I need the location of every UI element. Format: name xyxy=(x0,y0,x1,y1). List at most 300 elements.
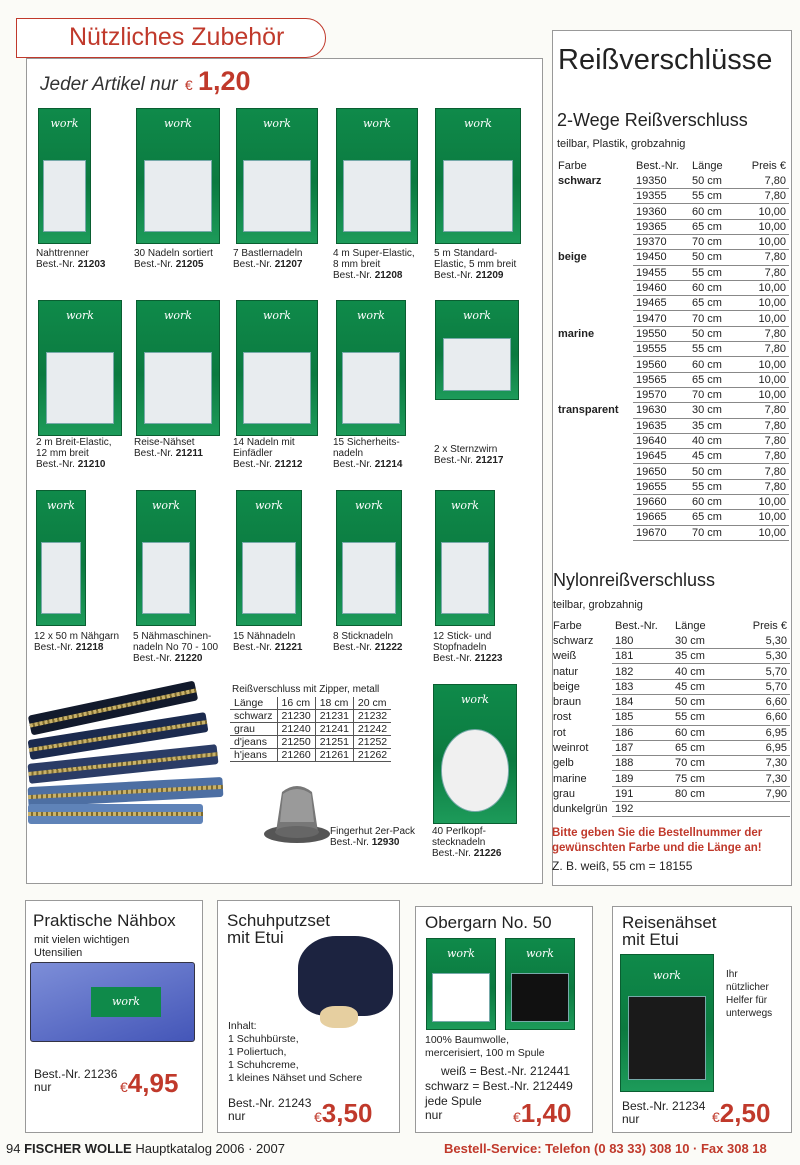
table-cell: 80 cm xyxy=(672,786,742,801)
product-name: 2 m Breit-Elastic, xyxy=(36,437,112,448)
table-cell: 65 cm xyxy=(689,372,745,387)
zipper-header-cell: Länge xyxy=(230,697,277,710)
product-name: 12 mm breit xyxy=(36,448,89,459)
table-row xyxy=(550,802,790,817)
obergarn-desc xyxy=(425,1034,545,1060)
table-row xyxy=(550,679,790,694)
table-cell xyxy=(672,802,742,817)
table-cell: marine xyxy=(553,772,587,785)
table-header-cell: Länge xyxy=(675,619,706,632)
table-cell: 186 xyxy=(612,725,672,740)
fingerhut-nr: 12930 xyxy=(371,837,400,848)
product-nr: 21217 xyxy=(475,455,504,466)
table-row xyxy=(555,265,789,280)
fingerhut-nr-label: Best.-Nr. xyxy=(330,837,369,848)
table-row xyxy=(550,740,790,755)
product-window xyxy=(443,160,514,232)
brand-logo: work xyxy=(363,117,391,130)
product-pack-21226 xyxy=(433,684,517,824)
table-row xyxy=(555,449,789,464)
product-nr-label: Best.-Nr. xyxy=(36,459,75,470)
product-window xyxy=(43,160,86,232)
perlkopf-nr-label: Best.-Nr. xyxy=(432,848,471,859)
table-cell: 19665 xyxy=(633,510,689,525)
table-cell: 70 cm xyxy=(689,311,745,326)
product-pack-21220 xyxy=(136,490,196,626)
product-nr-label: Best.-Nr. xyxy=(134,448,173,459)
product-name: 14 Nadeln mit xyxy=(233,437,295,448)
reise-price-value: 2,50 xyxy=(719,1098,771,1128)
brand-logo: work xyxy=(255,499,283,512)
table-cell: 187 xyxy=(612,740,672,755)
nylon-title: Nylonreißverschluss xyxy=(553,570,716,590)
table-cell: 19550 xyxy=(633,326,689,341)
nylon-subtitle: teilbar, grobzahnig xyxy=(553,599,643,611)
table-cell: 7,80 xyxy=(745,433,789,448)
table-cell: 184 xyxy=(612,694,672,709)
table-cell: 55 cm xyxy=(672,710,742,725)
brand-logo: work xyxy=(164,309,192,322)
table-cell: 65 cm xyxy=(689,510,745,525)
schuhputz-image xyxy=(298,936,393,1016)
footer-catalog xyxy=(6,1141,285,1156)
product-pack-21218 xyxy=(36,490,86,626)
footer-catalog-name: Hauptkatalog 2006 · 2007 xyxy=(135,1141,285,1156)
table-cell: natur xyxy=(553,665,579,678)
table-row xyxy=(555,311,789,326)
fingerhut-caption xyxy=(330,826,415,848)
obergarn-weiss: weiß = Best.-Nr. 212441 xyxy=(441,1064,571,1078)
table-cell: 19460 xyxy=(633,280,689,295)
perlkopf-line2: stecknadeln xyxy=(432,837,486,848)
table-cell xyxy=(555,495,633,510)
table-cell xyxy=(555,189,633,204)
table-cell: 181 xyxy=(612,649,672,664)
table-cell: 30 cm xyxy=(689,403,745,418)
product-name: 7 Bastlernadeln xyxy=(233,248,303,259)
table-cell xyxy=(555,449,633,464)
brand-logo: work xyxy=(152,499,180,512)
table-cell: braun xyxy=(553,696,582,709)
schuhputz-item: 1 Poliertuch, xyxy=(228,1046,287,1058)
table-cell: 55 cm xyxy=(689,479,745,494)
zipper-table-title: Reißverschluss mit Zipper, metall xyxy=(232,684,380,695)
zipper-cell: h'jeans xyxy=(230,749,277,762)
table-cell: 19660 xyxy=(633,495,689,510)
product-caption xyxy=(333,437,403,470)
product-caption xyxy=(134,437,203,459)
table-row xyxy=(555,464,789,479)
product-window xyxy=(144,352,213,424)
table-cell: 19360 xyxy=(633,204,689,219)
naehbox-sub1: mit vielen wichtigen xyxy=(34,934,130,946)
reise-nr: Best.-Nr. 21234 xyxy=(622,1099,706,1113)
footer-service: Bestell-Service: Telefon (0 83 33) 308 10 · Fax 308 18 xyxy=(444,1141,767,1156)
table-cell: weiß xyxy=(553,650,577,663)
table-cell: 6,95 xyxy=(742,725,790,740)
product-pack-21208 xyxy=(336,108,418,244)
product-nr-label: Best.-Nr. xyxy=(233,459,272,470)
product-nr: 21218 xyxy=(75,642,104,653)
brand-logo: work xyxy=(263,117,291,130)
table-cell: 65 cm xyxy=(689,296,745,311)
product-pack-21209 xyxy=(435,108,521,244)
perlkopf-line1: 40 Perlkopf- xyxy=(432,826,486,837)
table-cell: 70 cm xyxy=(689,234,745,249)
product-caption xyxy=(333,631,403,653)
table-cell: 45 cm xyxy=(689,449,745,464)
table-row xyxy=(555,280,789,295)
reise-side1: Ihr xyxy=(726,969,738,980)
twoway-title: 2-Wege Reißverschluss xyxy=(557,110,748,130)
product-nr-label: Best.-Nr. xyxy=(133,653,172,664)
table-cell: 19630 xyxy=(633,403,689,418)
schuhputz-nur: nur xyxy=(228,1109,246,1123)
table-cell: 40 cm xyxy=(672,664,742,679)
reise-nur: nur xyxy=(622,1112,640,1126)
nylon-table xyxy=(550,618,790,817)
product-nr-label: Best.-Nr. xyxy=(433,653,472,664)
zipper-cell: 21260 xyxy=(277,749,315,762)
table-cell xyxy=(555,296,633,311)
table-cell xyxy=(555,265,633,280)
product-caption xyxy=(134,248,213,270)
table-cell: 70 cm xyxy=(689,387,745,402)
table-cell: 19635 xyxy=(633,418,689,433)
table-cell: 7,30 xyxy=(742,756,790,771)
brand-logo: work xyxy=(463,309,491,322)
order-note xyxy=(552,826,762,856)
table-cell: 7,80 xyxy=(745,342,789,357)
table-cell xyxy=(555,280,633,295)
reise-sidenote xyxy=(726,968,772,1020)
schuhputz-item: 1 Schuhcreme, xyxy=(228,1059,299,1071)
product-pack-21210 xyxy=(38,300,122,436)
order-example: Z. B. weiß, 55 cm = 18155 xyxy=(552,859,693,873)
brand-logo: work xyxy=(461,693,489,706)
zipper-cell: 21240 xyxy=(277,723,315,736)
product-nr: 21210 xyxy=(77,459,106,470)
zipper-header-cell: 18 cm xyxy=(315,697,353,710)
product-name: 30 Nadeln sortiert xyxy=(134,248,213,259)
promo-currency: € xyxy=(184,77,193,93)
product-nr: 21211 xyxy=(175,448,203,459)
obergarn-price xyxy=(513,1098,571,1129)
schuhputz-title2: mit Etui xyxy=(227,928,284,947)
zipper-cell: grau xyxy=(230,723,277,736)
table-cell: 10,00 xyxy=(745,280,789,295)
order-note-line1: Bitte geben Sie die Bestellnummer der xyxy=(552,827,763,839)
brand-logo: work xyxy=(66,309,94,322)
table-cell xyxy=(555,525,633,540)
naehbox-currency: € xyxy=(120,1079,128,1095)
zipper-header-cell: 16 cm xyxy=(277,697,315,710)
pin-wheel xyxy=(441,729,510,812)
table-cell: 19645 xyxy=(633,449,689,464)
table-row xyxy=(555,204,789,219)
reise-currency: € xyxy=(712,1109,720,1125)
zipper-panel-title: Reißverschlüsse xyxy=(558,44,773,76)
product-nr: 21208 xyxy=(374,270,403,281)
product-caption xyxy=(233,437,303,470)
table-cell: 188 xyxy=(612,756,672,771)
product-caption xyxy=(36,248,106,270)
table-cell: 19570 xyxy=(633,387,689,402)
table-cell: 19370 xyxy=(633,234,689,249)
table-row xyxy=(555,326,789,341)
table-cell xyxy=(555,418,633,433)
table-cell: 19450 xyxy=(633,250,689,265)
schuhputz-item: 1 Schuhbürste, xyxy=(228,1033,299,1045)
product-caption xyxy=(36,437,112,470)
naehbox-title: Praktische Nähbox xyxy=(33,911,176,930)
naehbox-nur: nur xyxy=(34,1080,52,1094)
naehbox-price xyxy=(120,1068,178,1099)
product-nr-label: Best.-Nr. xyxy=(36,259,75,270)
table-cell: rost xyxy=(553,711,572,724)
product-name: Einfädler xyxy=(233,448,273,459)
table-cell: dunkelgrün xyxy=(553,803,608,816)
table-cell: 185 xyxy=(612,710,672,725)
brand-logo: work xyxy=(355,499,383,512)
product-name: Stopfnadeln xyxy=(433,642,487,653)
table-row xyxy=(555,234,789,249)
table-row xyxy=(555,403,789,418)
table-header-cell: Best.-Nr. xyxy=(615,619,658,632)
brand-logo: work xyxy=(263,309,291,322)
table-cell: 50 cm xyxy=(689,326,745,341)
white-spool xyxy=(432,973,489,1022)
product-caption xyxy=(233,631,303,653)
obergarn-desc1: 100% Baumwolle, xyxy=(425,1034,510,1046)
product-nr: 21207 xyxy=(274,259,303,270)
product-nr: 21212 xyxy=(274,459,303,470)
product-name: 2 x Sternzwirn xyxy=(434,444,498,455)
zipper-cell: 21250 xyxy=(277,736,315,749)
table-header-cell: Farbe xyxy=(553,619,582,632)
table-row xyxy=(550,771,790,786)
table-cell: 19565 xyxy=(633,372,689,387)
table-cell: 55 cm xyxy=(689,189,745,204)
reise-order xyxy=(622,1100,705,1126)
table-cell: schwarz xyxy=(558,174,602,187)
table-row xyxy=(555,479,789,494)
table-cell: 7,80 xyxy=(745,479,789,494)
brand-logo: work xyxy=(91,987,161,1017)
product-name: 8 Sticknadeln xyxy=(333,631,394,642)
table-cell: 6,60 xyxy=(742,694,790,709)
table-row xyxy=(555,418,789,433)
schuhputz-item: 1 kleines Nähset und Schere xyxy=(228,1072,363,1084)
product-window xyxy=(144,160,213,232)
table-cell: 5,70 xyxy=(742,664,790,679)
table-cell: 55 cm xyxy=(689,342,745,357)
table-cell: 19350 xyxy=(633,173,689,188)
schuhputz-price-value: 3,50 xyxy=(321,1098,373,1128)
table-cell: 19355 xyxy=(633,189,689,204)
schuhputz-inhalt: Inhalt: xyxy=(228,1020,257,1032)
obergarn-black-pack xyxy=(505,938,575,1030)
product-caption xyxy=(434,248,516,281)
obergarn-title: Obergarn No. 50 xyxy=(425,913,552,932)
product-nr: 21203 xyxy=(77,259,106,270)
product-name: 12 Stick- und xyxy=(433,631,492,642)
product-pack-21211 xyxy=(136,300,220,436)
brand-logo: work xyxy=(447,947,475,960)
table-row xyxy=(555,525,789,540)
table-cell: transparent xyxy=(558,404,619,417)
table-row xyxy=(550,786,790,801)
reise-price xyxy=(712,1098,770,1129)
table-cell: 7,80 xyxy=(745,464,789,479)
product-window xyxy=(242,542,296,614)
table-row xyxy=(555,219,789,234)
zipper-cell: 21251 xyxy=(315,736,353,749)
table-cell: 7,80 xyxy=(745,265,789,280)
schuhputz-price xyxy=(314,1098,372,1129)
table-cell: 60 cm xyxy=(689,357,745,372)
table-cell: 50 cm xyxy=(689,464,745,479)
table-cell: 19465 xyxy=(633,296,689,311)
promo-price: 1,20 xyxy=(198,66,251,96)
table-cell: 183 xyxy=(612,679,672,694)
table-cell: 180 xyxy=(612,633,672,648)
table-row xyxy=(555,510,789,525)
product-pack-21207 xyxy=(236,108,318,244)
table-row xyxy=(555,357,789,372)
table-cell xyxy=(555,464,633,479)
brand-logo: work xyxy=(653,969,681,982)
brand-logo: work xyxy=(47,499,75,512)
table-row xyxy=(555,189,789,204)
table-cell: 6,95 xyxy=(742,740,790,755)
product-nr: 21205 xyxy=(175,259,204,270)
naehbox-nr: Best.-Nr. 21236 xyxy=(34,1067,118,1081)
product-name: 5 Nähmaschinen- xyxy=(133,631,212,642)
product-window xyxy=(343,160,410,232)
reise-title2: mit Etui xyxy=(622,930,679,949)
product-caption xyxy=(333,248,415,281)
table-row xyxy=(550,694,790,709)
brand-logo: work xyxy=(164,117,192,130)
brand-logo: work xyxy=(526,947,554,960)
table-cell xyxy=(555,311,633,326)
brand-logo: work xyxy=(357,309,385,322)
table-cell: 7,80 xyxy=(745,326,789,341)
naehbox-subtitle xyxy=(34,934,129,960)
product-name: nadeln xyxy=(333,448,364,459)
product-window xyxy=(441,542,490,614)
table-cell: 60 cm xyxy=(689,495,745,510)
table-cell: 19560 xyxy=(633,357,689,372)
table-header-cell: Preis € xyxy=(751,159,786,172)
table-cell: 50 cm xyxy=(689,250,745,265)
table-cell: 7,80 xyxy=(745,250,789,265)
table-cell: 30 cm xyxy=(672,633,742,648)
table-row xyxy=(550,649,790,664)
table-row xyxy=(555,387,789,402)
table-cell: 19655 xyxy=(633,479,689,494)
section-title: Nützliches Zubehör xyxy=(16,18,326,58)
table-cell xyxy=(555,342,633,357)
table-cell: 50 cm xyxy=(672,694,742,709)
brand-logo: work xyxy=(464,117,492,130)
obergarn-currency: € xyxy=(513,1109,521,1125)
table-cell: 65 cm xyxy=(672,740,742,755)
table-header-cell: Preis € xyxy=(752,619,787,632)
naehbox-image xyxy=(30,962,195,1042)
product-caption xyxy=(233,248,303,270)
schuhputz-order xyxy=(228,1097,311,1123)
product-caption xyxy=(433,631,503,664)
reise-title1: Reisenähset xyxy=(622,913,717,932)
promo-line xyxy=(40,66,251,97)
product-name: 4 m Super-Elastic, xyxy=(333,248,415,259)
obergarn-nur: nur xyxy=(425,1108,443,1122)
product-window xyxy=(41,542,81,614)
table-cell: gelb xyxy=(553,757,574,770)
table-cell: 7,80 xyxy=(745,403,789,418)
table-cell: 60 cm xyxy=(672,725,742,740)
zipper-cell: d'jeans xyxy=(230,736,277,749)
product-window xyxy=(243,352,310,424)
zipper-cell: 21230 xyxy=(277,710,315,723)
page-number: 94 xyxy=(6,1141,21,1156)
table-row xyxy=(550,710,790,725)
zipper-cell: 21232 xyxy=(353,710,391,723)
table-cell: 19365 xyxy=(633,219,689,234)
table-cell: 5,30 xyxy=(742,633,790,648)
table-cell: 40 cm xyxy=(689,433,745,448)
table-cell: 19455 xyxy=(633,265,689,280)
table-cell: 75 cm xyxy=(672,771,742,786)
product-name: 12 x 50 m Nähgarn xyxy=(34,631,120,642)
product-nr-label: Best.-Nr. xyxy=(333,642,372,653)
product-name: Nahttrenner xyxy=(36,248,89,259)
reise-side4: unterwegs xyxy=(726,1008,773,1019)
table-cell: 10,00 xyxy=(745,510,789,525)
table-cell xyxy=(742,802,790,817)
table-cell: rot xyxy=(553,726,566,739)
product-name: Reise-Nähset xyxy=(134,437,195,448)
table-header-cell: Farbe xyxy=(558,159,587,172)
product-pack-21222 xyxy=(336,490,402,626)
table-cell: 10,00 xyxy=(745,311,789,326)
product-window xyxy=(46,352,115,424)
product-nr-label: Best.-Nr. xyxy=(333,459,372,470)
product-nr-label: Best.-Nr. xyxy=(434,455,473,466)
product-window xyxy=(142,542,191,614)
table-row xyxy=(555,173,789,188)
obergarn-schwarz: schwarz = Best.-Nr. 212449 xyxy=(425,1079,573,1093)
reise-side3: Helfer für xyxy=(726,995,768,1006)
obergarn-price-value: 1,40 xyxy=(520,1098,572,1128)
product-name: Elastic, 5 mm breit xyxy=(434,259,517,270)
table-cell: 10,00 xyxy=(745,525,789,540)
product-window xyxy=(342,352,399,424)
table-cell xyxy=(555,433,633,448)
product-pack-21203 xyxy=(38,108,91,244)
table-cell: weinrot xyxy=(553,742,589,755)
table-row xyxy=(555,372,789,387)
table-cell: 10,00 xyxy=(745,204,789,219)
product-nr: 21209 xyxy=(475,270,504,281)
zipper-image xyxy=(28,676,223,826)
table-cell: 10,00 xyxy=(745,387,789,402)
table-cell: beige xyxy=(558,251,587,264)
table-cell xyxy=(555,510,633,525)
table-cell: 182 xyxy=(612,664,672,679)
